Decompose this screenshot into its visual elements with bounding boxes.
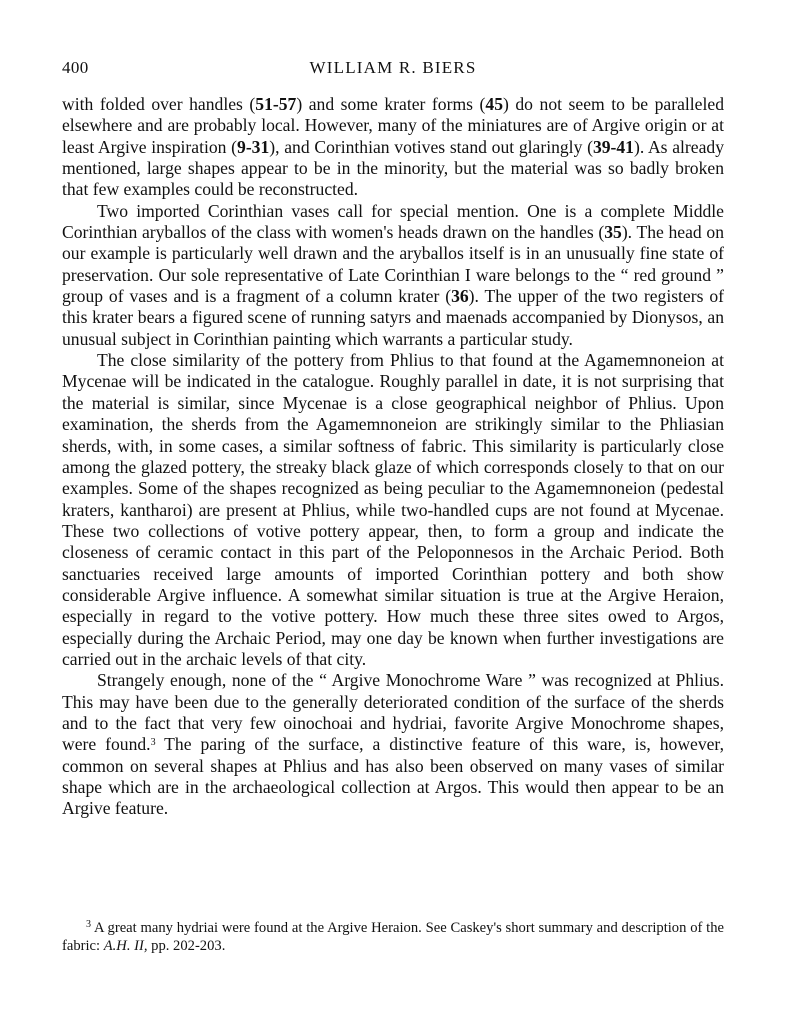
text-run: ). The upper of the two registers of this krater bears a figured scene of running satyrs and maenads accompanied by Dionysos, an unusual subject in Corinthian painting which warrants a particular study. [62,286,724,349]
catalogue-ref: 39-41 [592,136,634,157]
page-number: 400 [62,58,89,77]
text-run: Two imported Corinthian vases call for special mention. One is a complete Middle Corinthian aryballos of the class with women's heads drawn on the handles ( [62,200,724,243]
text-run: Strangely enough, none of the “ Argive Monochrome Ware ” was recognized at Phlius. This may have been due to the generally deteriorated condition of the surface of the sherds and to the fact that very few oinochoai and hydriai, favorite Argive Monochrome shapes, were found. [62,670,724,755]
running-head: WILLIAM R. BIERS [309,58,477,77]
paragraph-2 [62,201,724,350]
footnote-number: 3 [86,919,91,930]
text-run: with folded over handles ( [62,94,256,114]
paragraph-1 [62,94,724,201]
page-header [62,58,724,82]
catalogue-ref: 9-31 [237,136,270,157]
footnote-3 [62,919,724,955]
text-run: ) and some krater forms ( [296,94,486,114]
paragraph-3: The close similarity of the pottery from Phlius to that found at the Agamemnoneion at Mycenae will be indicated in the catalogue. Roughly parallel in date, it is not surprising that the material is similar, since Mycenae is a close geographical neighbor of Phlius. Upon examination, the sherds from the Agamemnoneion are strikingly similar to the Phliasian sherds, with, in some cases, a similar softness of fabric. This similarity is particularly close among the glazed pottery, the streaky black glaze of which corresponds closely to that on our examples. Some of the shapes recognized as being peculiar to the Agamemnoneion (pedestal kraters, kantharoi) are present at Phlius, while two-handled cups are not found at Mycenae. These two collections of votive pottery appear, then, to form a group and indicate the closeness of ceramic contact in this part of the Peloponnesos in the Archaic Period. Both sanctuaries received large amounts of imported Corinthian pottery and both show considerable Argive influence. A somewhat similar situation is true at the Argive Heraion, especially in regard to the votive pottery. How much these three sites owed to Argos, especially during the Archaic Period, may one day be known when further investigations are carried out in the archaic levels of that city. [62,350,724,669]
catalogue-ref: 36 [451,286,469,307]
text-run: The paring of the surface, a distinctive feature of this ware, is, however, common on several shapes at Phlius and has also been observed on many vases of similar shape which are in the archaeological collection at Argos. This would then appear to be an Argive feature. [62,734,724,819]
text-run: ), and Corinthian votives stand out glaringly ( [269,136,593,157]
body-text [62,94,724,820]
footnotes [62,919,724,955]
catalogue-ref: 45 [485,94,503,114]
footnote-text: A great many hydriai were found at the Argive Heraion. See Caskey's short summary and description of the fabric: [62,920,724,954]
catalogue-ref: 35 [604,222,622,243]
footnote-marker: 3 [150,737,156,749]
text-run: ) do not seem to be paralleled elsewhere and are probably local. However, many of the miniatures are of Argive origin or at least Argive inspiration ( [62,94,724,157]
footnote-text: pp. 202-203. [147,938,226,954]
catalogue-ref: 51-57 [255,94,297,114]
text-run: ). As already mentioned, large shapes appear to be in the minority, but the material was so badly broken that few examples could be reconstructed. [62,136,724,200]
paragraph-4 [62,670,724,819]
citation: A.H. II, [103,938,148,954]
text-run: ). The head on our example is particularly well drawn and the aryballos itself is in an unusually fine state of preservation. Our sole representative of Late Corinthian I ware belongs to the “ red ground ” group of vases and is a fragment of a column krater ( [62,222,724,307]
